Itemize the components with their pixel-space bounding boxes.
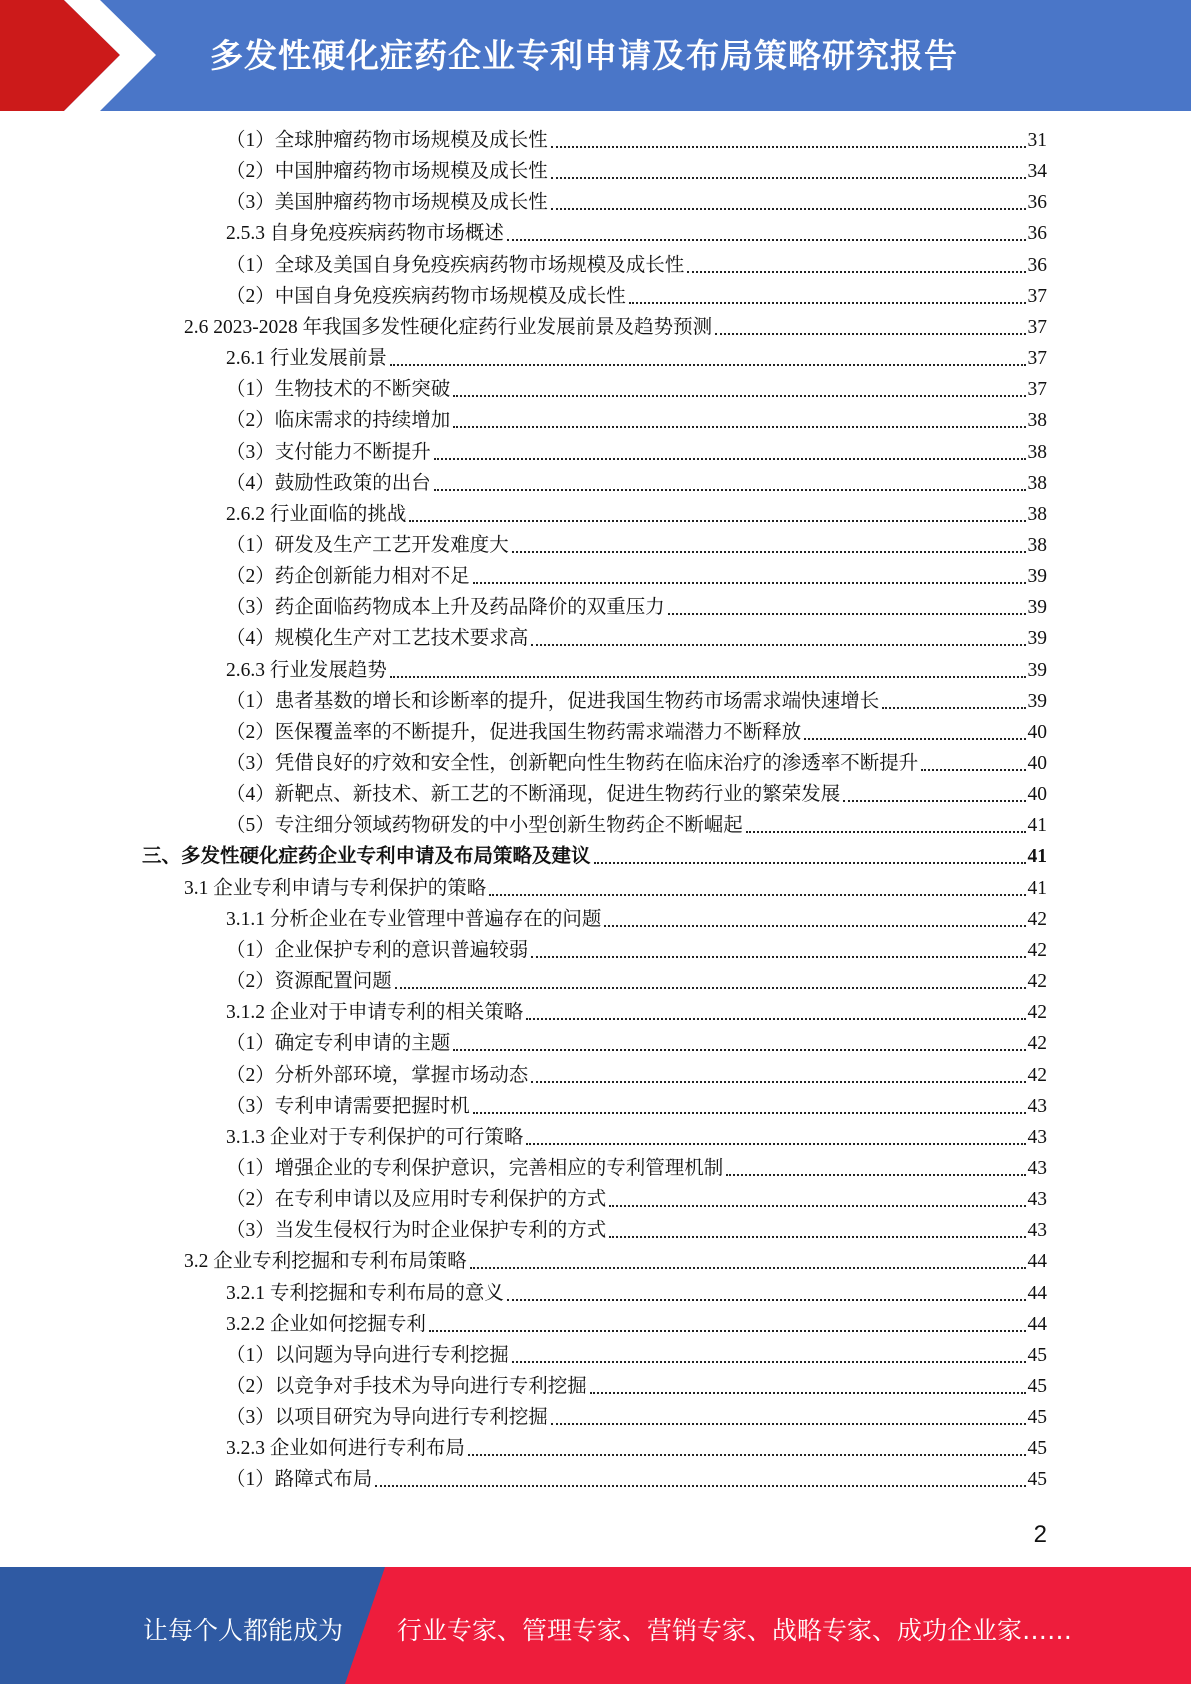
toc-leader-dots	[453, 394, 1025, 397]
toc-leader-dots	[375, 1484, 1025, 1487]
toc-entry[interactable]	[184, 315, 1047, 341]
toc-entry[interactable]	[226, 377, 1047, 403]
toc-entry-label: 3.2 企业专利挖掘和专利布局策略	[184, 1251, 467, 1272]
toc-entry-label: （3）凭借良好的疗效和安全性，创新靶向性生物药在临床治疗的渗透率不断提升	[226, 753, 919, 774]
toc-entry-label: （4）规模化生产对工艺技术要求高	[226, 628, 529, 649]
toc-leader-dots	[609, 1204, 1025, 1207]
toc-entry-label: （3）支付能力不断提升	[226, 442, 431, 463]
toc-leader-dots	[629, 301, 1026, 304]
toc-entry-label: （4）鼓励性政策的出台	[226, 473, 431, 494]
toc-entry-page: 38	[1027, 442, 1047, 463]
toc-entry[interactable]	[226, 1125, 1047, 1151]
toc-entry[interactable]	[226, 1218, 1047, 1244]
toc-entry-page: 38	[1027, 473, 1047, 494]
toc-entry-label: 2.6.2 行业面临的挑战	[226, 504, 407, 525]
toc-entry[interactable]	[226, 751, 1047, 777]
toc-leader-dots	[594, 861, 1026, 864]
toc-entry-label: （2）医保覆盖率的不断提升，促进我国生物药需求端潜力不断释放	[226, 722, 802, 743]
toc-entry-label: 2.6.3 行业发展趋势	[226, 660, 387, 681]
toc-leader-dots	[434, 488, 1026, 491]
toc-entry-page: 45	[1027, 1438, 1047, 1459]
toc-leader-dots	[453, 425, 1025, 428]
footer-slogan-right: 行业专家、管理专家、营销专家、战略专家、成功企业家……	[397, 1616, 1073, 1645]
toc-leader-dots	[531, 643, 1025, 646]
toc-leader-dots	[715, 332, 1025, 335]
toc-entry-page: 43	[1027, 1158, 1047, 1179]
page-number: 2	[1033, 1521, 1047, 1548]
toc-entry-page: 37	[1027, 317, 1047, 338]
toc-entry-page: 40	[1027, 753, 1047, 774]
toc-entry-page: 42	[1027, 1033, 1047, 1054]
toc-entry-page: 31	[1027, 130, 1047, 151]
toc-entry-page: 42	[1027, 1002, 1047, 1023]
toc-entry-label: 3.1 企业专利申请与专利保护的策略	[184, 878, 487, 899]
toc-entry-page: 39	[1027, 597, 1047, 618]
toc-entry-label: （3）药企面临药物成本上升及药品降价的双重压力	[226, 597, 665, 618]
toc-leader-dots	[590, 1391, 1026, 1394]
toc-leader-dots	[390, 675, 1026, 678]
toc-entry[interactable]	[226, 128, 1047, 154]
toc-entry-page: 42	[1027, 971, 1047, 992]
toc-leader-dots	[434, 457, 1026, 460]
toc-entry-label: 3.2.3 企业如何进行专利布局	[226, 1438, 465, 1459]
toc-entry-label: 2.6 2023-2028 年我国多发性硬化症药行业发展前景及趋势预测	[184, 317, 713, 338]
toc-entry[interactable]	[226, 284, 1047, 310]
toc-leader-dots	[512, 1360, 1026, 1363]
toc-entry[interactable]	[226, 1405, 1047, 1431]
toc-entry-page: 37	[1027, 286, 1047, 307]
toc-entry-page: 45	[1027, 1469, 1047, 1490]
toc-entry-page: 43	[1027, 1096, 1047, 1117]
toc-entry-page: 39	[1027, 628, 1047, 649]
toc-entry-page: 44	[1027, 1314, 1047, 1335]
toc-entry[interactable]	[226, 907, 1047, 933]
toc-leader-dots	[551, 176, 1026, 179]
toc-entry[interactable]	[226, 1312, 1047, 1338]
toc-entry[interactable]	[226, 720, 1047, 746]
toc-entry-label: 3.1.2 企业对于申请专利的相关策略	[226, 1002, 524, 1023]
toc-entry-label: 三、多发性硬化症药企业专利申请及布局策略及建议	[142, 846, 591, 867]
toc-entry[interactable]	[142, 844, 1047, 870]
toc-entry[interactable]	[226, 1094, 1047, 1120]
toc-entry-page: 37	[1027, 348, 1047, 369]
toc-entry[interactable]	[226, 1374, 1047, 1400]
toc-entry[interactable]	[226, 1436, 1047, 1462]
toc-entry[interactable]	[226, 595, 1047, 621]
toc-entry-page: 39	[1027, 691, 1047, 712]
toc-entry-page: 43	[1027, 1220, 1047, 1241]
toc-entry-label: （2）药企创新能力相对不足	[226, 566, 470, 587]
toc-leader-dots	[512, 550, 1026, 553]
toc-entry[interactable]	[226, 813, 1047, 839]
toc-leader-dots	[453, 1048, 1025, 1051]
toc-entry[interactable]	[226, 533, 1047, 559]
toc-leader-dots	[843, 799, 1025, 802]
toc-entry[interactable]	[226, 1187, 1047, 1213]
toc-leader-dots	[921, 768, 1025, 771]
toc-entry-label: （1）全球肿瘤药物市场规模及成长性	[226, 130, 548, 151]
toc-leader-dots	[882, 706, 1025, 709]
toc-entry-label: （1）路障式布局	[226, 1469, 373, 1490]
toc-entry-label: 3.2.2 企业如何挖掘专利	[226, 1314, 426, 1335]
toc-leader-dots	[507, 238, 1026, 241]
toc-entry-label: 3.1.1 分析企业在专业管理中普遍存在的问题	[226, 909, 602, 930]
toc-entry-page: 41	[1027, 878, 1047, 899]
toc-entry[interactable]	[226, 1343, 1047, 1369]
toc-leader-dots	[390, 363, 1026, 366]
toc-entry[interactable]	[226, 471, 1047, 497]
toc-leader-dots	[609, 1235, 1025, 1238]
toc-leader-dots	[409, 519, 1025, 522]
toc-entry-label: （2）在专利申请以及应用时专利保护的方式	[226, 1189, 607, 1210]
toc-entry-page: 37	[1027, 379, 1047, 400]
page-header	[0, 0, 1191, 111]
toc-entry-label: （3）专利申请需要把握时机	[226, 1096, 470, 1117]
toc-leader-dots	[726, 1173, 1025, 1176]
toc-leader-dots	[804, 737, 1025, 740]
toc-entry[interactable]	[184, 876, 1047, 902]
toc-entry-label: （2）中国肿瘤药物市场规模及成长性	[226, 161, 548, 182]
toc-leader-dots	[507, 1298, 1026, 1301]
toc-entry-page: 42	[1027, 940, 1047, 961]
toc-entry[interactable]	[226, 1000, 1047, 1026]
page-footer	[0, 1567, 1191, 1684]
toc-entry[interactable]	[226, 1281, 1047, 1307]
toc-entry-page: 45	[1027, 1345, 1047, 1366]
toc-leader-dots	[604, 924, 1025, 927]
report-title: 多发性硬化症药企业专利申请及布局策略研究报告	[210, 36, 958, 75]
toc-entry[interactable]	[226, 346, 1047, 372]
toc-entry-page: 36	[1027, 223, 1047, 244]
toc-entry-label: （5）专注细分领域药物研发的中小型创新生物药企不断崛起	[226, 815, 743, 836]
toc-leader-dots	[687, 270, 1025, 273]
toc-entry-page: 40	[1027, 722, 1047, 743]
toc-entry[interactable]	[226, 502, 1047, 528]
toc-entry[interactable]	[226, 782, 1047, 808]
toc-entry-page: 41	[1027, 815, 1047, 836]
toc-entry[interactable]	[226, 221, 1047, 247]
toc-entry[interactable]	[226, 938, 1047, 964]
toc-leader-dots	[473, 581, 1026, 584]
toc-entry-page: 36	[1027, 192, 1047, 213]
toc-leader-dots	[551, 207, 1026, 210]
toc-entry-label: （4）新靶点、新技术、新工艺的不断涌现，促进生物药行业的繁荣发展	[226, 784, 841, 805]
toc-entry-page: 43	[1027, 1189, 1047, 1210]
toc-entry[interactable]	[226, 564, 1047, 590]
toc-entry[interactable]	[226, 658, 1047, 684]
toc-entry-page: 38	[1027, 504, 1047, 525]
toc-leader-dots	[746, 830, 1026, 833]
toc-entry[interactable]	[226, 440, 1047, 466]
toc-leader-dots	[526, 1142, 1025, 1145]
toc-leader-dots	[531, 1080, 1025, 1083]
toc-entry[interactable]	[226, 190, 1047, 216]
toc-entry-label: （3）当发生侵权行为时企业保护专利的方式	[226, 1220, 607, 1241]
toc-entry-label: （3）美国肿瘤药物市场规模及成长性	[226, 192, 548, 213]
toc-entry[interactable]	[226, 253, 1047, 279]
toc-entry-label: （1）患者基数的增长和诊断率的提升，促进我国生物药市场需求端快速增长	[226, 691, 880, 712]
toc-entry-label: （2）临床需求的持续增加	[226, 410, 451, 431]
toc-entry-page: 44	[1027, 1283, 1047, 1304]
toc-entry[interactable]	[226, 1031, 1047, 1057]
toc-entry-label: （1）全球及美国自身免疫疾病药物市场规模及成长性	[226, 255, 685, 276]
toc-entry[interactable]	[226, 408, 1047, 434]
toc-entry-label: （2）以竞争对手技术为导向进行专利挖掘	[226, 1376, 587, 1397]
toc-entry[interactable]	[226, 1467, 1047, 1493]
toc-leader-dots	[551, 1422, 1026, 1425]
toc-leader-dots	[526, 1017, 1025, 1020]
toc-leader-dots	[531, 955, 1025, 958]
toc-entry-label: （2）中国自身免疫疾病药物市场规模及成长性	[226, 286, 626, 307]
toc-entry-label: （1）增强企业的专利保护意识，完善相应的专利管理机制	[226, 1158, 724, 1179]
toc-entry-label: （1）企业保护专利的意识普遍较弱	[226, 940, 529, 961]
toc-entry-label: 2.5.3 自身免疫疾病药物市场概述	[226, 223, 504, 244]
toc-leader-dots	[470, 1266, 1026, 1269]
toc-entry-page: 44	[1027, 1251, 1047, 1272]
toc-entry-page: 43	[1027, 1127, 1047, 1148]
toc-entry[interactable]	[226, 159, 1047, 185]
toc-entry-label: （2）资源配置问题	[226, 971, 392, 992]
toc-entry-label: 3.2.1 专利挖掘和专利布局的意义	[226, 1283, 504, 1304]
toc-entry-label: （2）分析外部环境，掌握市场动态	[226, 1065, 529, 1086]
toc-leader-dots	[551, 145, 1026, 148]
toc-entry-page: 42	[1027, 1065, 1047, 1086]
toc-entry[interactable]	[226, 1156, 1047, 1182]
toc-entry-page: 34	[1027, 161, 1047, 182]
toc-entry-label: （1）以问题为导向进行专利挖掘	[226, 1345, 509, 1366]
toc-entry-page: 41	[1027, 846, 1047, 867]
toc-entry-page: 39	[1027, 660, 1047, 681]
toc-entry-label: （3）以项目研究为导向进行专利挖掘	[226, 1407, 548, 1428]
toc-entry[interactable]	[184, 1249, 1047, 1275]
toc-entry-label: （1）确定专利申请的主题	[226, 1033, 451, 1054]
toc-entry-page: 38	[1027, 535, 1047, 556]
toc-entry[interactable]	[226, 969, 1047, 995]
toc-leader-dots	[489, 893, 1025, 896]
toc-entry[interactable]	[226, 689, 1047, 715]
toc-entry-page: 45	[1027, 1376, 1047, 1397]
toc-entry-page: 39	[1027, 566, 1047, 587]
toc-entry-page: 45	[1027, 1407, 1047, 1428]
toc-leader-dots	[473, 1111, 1026, 1114]
toc-entry-label: 3.1.3 企业对于专利保护的可行策略	[226, 1127, 524, 1148]
toc-leader-dots	[395, 986, 1026, 989]
toc-entry-page: 36	[1027, 255, 1047, 276]
toc-entry-page: 40	[1027, 784, 1047, 805]
toc-entry-label: 2.6.1 行业发展前景	[226, 348, 387, 369]
toc-leader-dots	[668, 612, 1026, 615]
toc-entry-page: 42	[1027, 909, 1047, 930]
toc-entry-label: （1）研发及生产工艺开发难度大	[226, 535, 509, 556]
toc-entry-label: （1）生物技术的不断突破	[226, 379, 451, 400]
footer-slogan-left: 让每个人都能成为	[143, 1616, 344, 1645]
toc-entry[interactable]	[226, 626, 1047, 652]
toc-leader-dots	[429, 1329, 1026, 1332]
toc-entry[interactable]	[226, 1063, 1047, 1089]
toc-entry-page: 38	[1027, 410, 1047, 431]
toc-leader-dots	[468, 1453, 1026, 1456]
